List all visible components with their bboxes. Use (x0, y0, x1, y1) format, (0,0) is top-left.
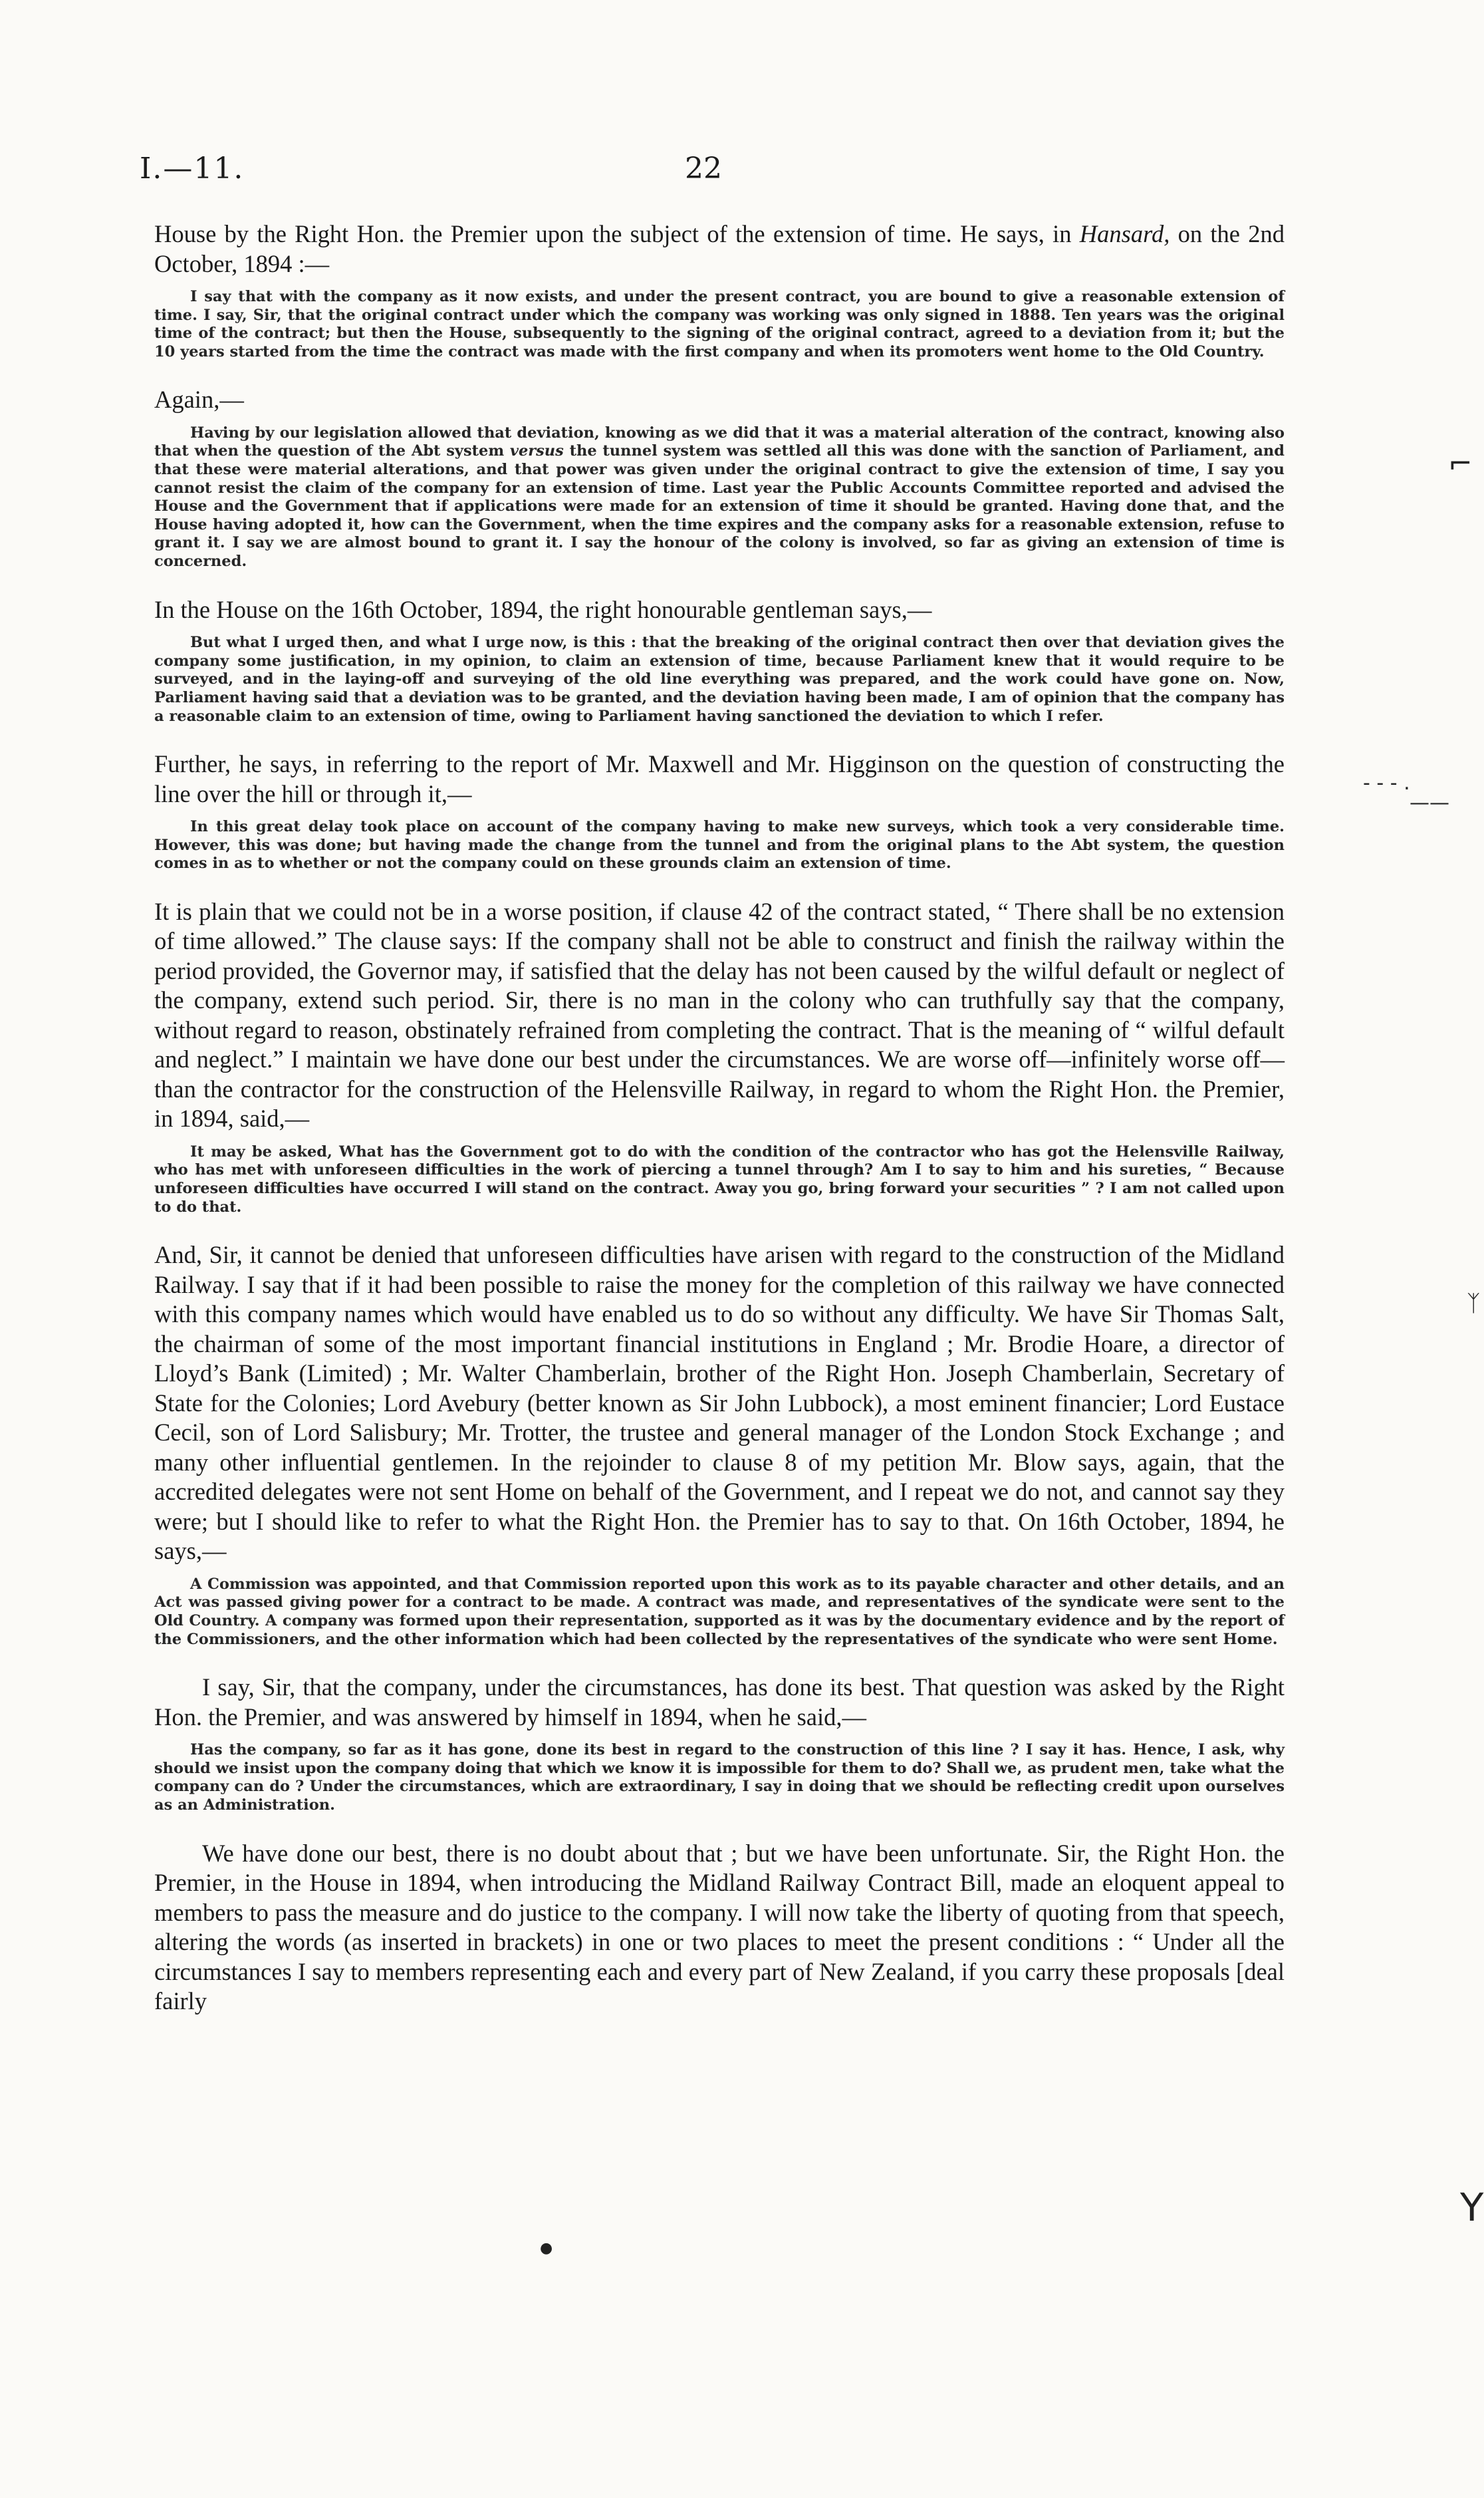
body-paragraph (154, 1673, 1285, 1732)
text-run: It may be asked, What has the Government got to do with the condition of the contractor who has got the Helensville Railway, who has met with unforeseen difficulties in the work of piercing a tunnel through? Am I to say to him and his sureties, “ Because unforeseen difficulties have occurred I will stand on the contract. Away you go, bring forward your securities ” ? I am not called upon to do that. (154, 1143, 1285, 1216)
body-paragraph (154, 897, 1285, 1134)
body-paragraph (154, 1240, 1285, 1566)
text-run: Further, he says, in referring to the report of Mr. Maxwell and Mr. Higginson on the question of constructing the line over the hill or through it,— (154, 750, 1285, 807)
quoted-passage (154, 424, 1285, 571)
page-number: 22 (685, 152, 722, 186)
quoted-passage (154, 818, 1285, 873)
quoted-passage (154, 1576, 1285, 1649)
text-run: But what I urged then, and what I urge now, is this : that the breaking of the original contract then over that deviation gives the company some justification, in my opinion, to claim an extension of time, because Parliament knew that it would require to be surveyed, and in the laying-off and surveying of the old line everything was prepared, and the work could have gone on. Now, Parliament having said that a deviation was to be granted, and the deviation having been made, I am of opinion that the company has a reasonable claim to an extension of time, owing to Parliament having sanctioned the deviation to which I refer. (154, 634, 1285, 725)
margin-dot: ● (540, 2240, 553, 2257)
quoted-passage (154, 1741, 1285, 1814)
margin-mark: ᛉ (1467, 1290, 1481, 1317)
text-run: Having by our legislation allowed that deviation, knowing as we did that it was a material alteration of the contract, knowing also that when the question of the Abt system (154, 424, 1285, 460)
page-header (140, 152, 1297, 192)
text-run: Has the company, so far as it has gone, done its best in regard to the construction of this line ? I say it has. Hence, I ask, why should we insist upon the company doing that which we know it is impossible for them to do? Shall we, as prudent men, take what the company can do ? Under the circumstances, which are extraordinary, I say in doing that we should be reflecting credit upon ourselves as an Administration. (154, 1741, 1285, 1814)
text-run: In this great delay took place on account of the company having to make new surveys, which took a very considerable time. However, this was done; but having made the change from the tunnel and from the original plans to the Abt system, the question comes in as to whether or not the company could on these grounds claim an extension of time. (154, 818, 1285, 873)
text-run: A Commission was appointed, and that Commission reported upon this work as to its payable character and other details, and an Act was passed giving power for a contract to be made. A contract was made, and representatives of the syndicate were sent to the Old Country. A company was formed upon their representation, supported as it was by the documentary evidence and by the report of the Commissioners, and the other information which had been collected by the representatives of the syndicate who were sent Home. (154, 1575, 1285, 1648)
italic-text: Hansard, (1079, 220, 1170, 247)
body-paragraph (154, 385, 1285, 415)
italic-text: versus (509, 442, 564, 460)
text-run: And, Sir, it cannot be denied that unforeseen difficulties have arisen with regard to the construction of the Midland Railway. I say that if it had been possible to raise the money for the completion of this railway we have connected with this company names which would have enabled us to do so without any difficulty. We have Sir Thomas Salt, the chairman of some of the most important financial institutions in England ; Mr. Brodie Hoare, a director of Lloyd’s Bank (Limited) ; Mr. Walter Chamberlain, brother of the Right Hon. Joseph Chamberlain, Secretary of State for the Colonies; Lord Avebury (better known as Sir John Lubbock), a most eminent financier; Lord Eustace Cecil, son of Lord Salisbury; Mr. Trotter, the trustee and general manager of the London Stock Exchange ; and many other influential gentlemen. In the rejoinder to clause 8 of my petition Mr. Blow says, again, that the accredited delegates were not sent Home on behalf of the Government, and I repeat we do not, and cannot say they were; but I should like to refer to what the Right Hon. the Premier has to say to that. On 16th October, 1894, he says,— (154, 1241, 1285, 1565)
margin-mark: —— (1410, 791, 1449, 815)
margin-mark: - - - . (1363, 771, 1410, 795)
body-paragraph (154, 1839, 1285, 2016)
margin-mark: Y (1460, 2185, 1484, 2230)
quoted-passage (154, 634, 1285, 726)
page-body (154, 219, 1285, 2026)
document-reference: I.—11. (140, 152, 245, 186)
text-run: In the House on the 16th October, 1894, the right honourable gentleman says,— (154, 595, 932, 623)
text-run: House by the Right Hon. the Premier upon the subject of the extension of time. He says, in (154, 220, 1080, 247)
quoted-passage (154, 288, 1285, 361)
text-run: I say, Sir, that the company, under the circumstances, has done its best. That question was asked by the Right Hon. the Premier, and was answered by himself in 1894, when he said,— (154, 1673, 1285, 1731)
margin-mark: ⌐ (1448, 447, 1473, 481)
body-paragraph (154, 595, 1285, 625)
text-run: the tunnel system was settled all this was done with the sanction of Parliament, and that these were material alterations, and that power was given under the original contract to give the extension of time, I say you cannot resist the claim of the company for an extension of time. Last year the Public Accounts Committee reported and advised the House and the Government that if applications were made for an extension of time it should be granted. Having done that, and the House having adopted it, how can the Government, when the time expires and the company asks for a reasonable extension, refuse to grant it. I say we are almost bound to grant it. I say the honour of the colony is involved, so far as giving an extension of time is concerned. (154, 442, 1285, 571)
body-paragraph (154, 750, 1285, 809)
text-run: Again,— (154, 386, 244, 414)
text-run: We have done our best, there is no doubt about that ; but we have been unfortunate. Sir, the Right Hon. the Premier, in the House in 1894, when introducing the Midland Railway Contract Bill, made an eloquent appeal to members to pass the measure and do justice to the company. I will now take the liberty of quoting from that speech, altering the words (as inserted in brackets) in one or two places to meet the present conditions : “ Under all the circumstances I say to members representing each and every part of New Zealand, if you carry these proposals [deal fairly (154, 1839, 1285, 2014)
text-run: It is plain that we could not be in a worse position, if clause 42 of the contract stated, “ There shall be no extension of time allowed.” The clause says: If the company shall not be able to construct and finish the railway within the period provided, the Governor may, if satisfied that the delay has not been caused by the wilful default or neglect of the company, extend such period. Sir, there is no man in the colony who can truthfully say that the company, without regard to reason, obstinately refrained from completing the contract. That is the meaning of “ wilful default and neglect.” I maintain we have done our best under the circumstances. We are worse off—infinitely worse off—than the contractor for the construction of the Helensville Railway, in regard to whom the Right Hon. the Premier, in 1894, said,— (154, 897, 1285, 1133)
text-run: on the 2nd October, 1894 :— (154, 220, 1285, 277)
body-paragraph (154, 219, 1285, 279)
quoted-passage (154, 1143, 1285, 1216)
text-run: I say that with the company as it now exists, and under the present contract, you are bound to give a reasonable extension of time. I say, Sir, that the original contract under which the company was working was only signed in 1888. Ten years was the original time of the contract; but then the House, subsequently to the signing of the original contract, agreed to a deviation from it; but the 10 years started from the time the contract was made with the first company and when its promoters went home to the Old Country. (154, 288, 1285, 360)
